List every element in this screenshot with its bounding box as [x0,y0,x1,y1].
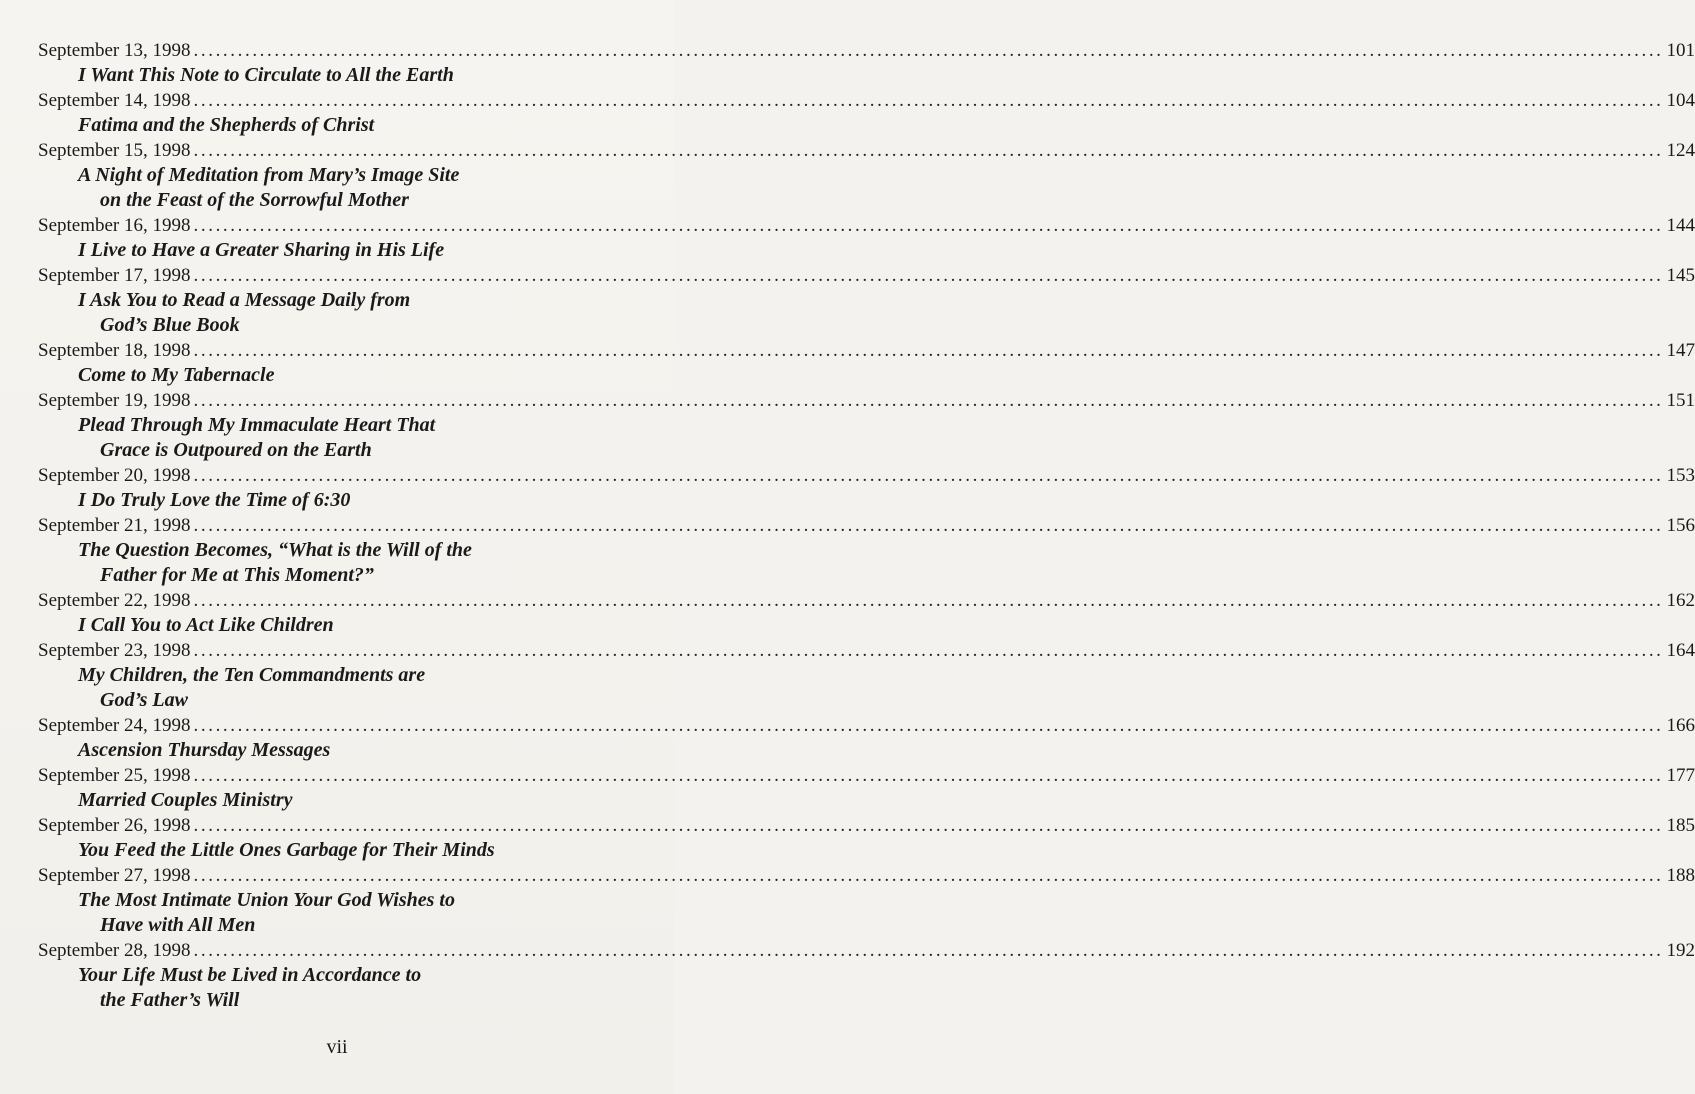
entry-page-number: 164 [1666,640,1695,661]
entry-title-line: I Ask You to Read a Message Daily from [78,289,411,311]
dot-leader: ........................................................................................................................................................................................................ [193,815,1664,836]
dot-leader: ........................................................................................................................................................................................................ [193,465,1664,486]
entry-title-line: I Do Truly Love the Time of 6:30 [78,489,351,511]
entry-title [78,288,644,338]
toc-entry [38,713,1695,763]
entry-title [78,488,644,513]
entry-title [78,888,644,938]
toc-entry [38,463,1695,513]
dot-leader: ........................................................................................................................................................................................................ [193,265,1664,286]
entry-title [78,838,644,863]
entry-page-number: 145 [1666,265,1695,286]
dot-leader: ........................................................................................................................................................................................................ [193,215,1664,236]
entry-title-line: The Question Becomes, “What is the Will of the [78,539,472,561]
entry-title-line: I Live to Have a Greater Sharing in His Life [78,239,445,261]
entry-title-continuation: Have with All Men [100,914,256,936]
entry-page-number: 188 [1666,865,1695,886]
dot-leader: ........................................................................................................................................................................................................ [193,390,1664,411]
entry-title [78,538,644,588]
entry-page-number: 162 [1666,590,1695,611]
toc-entry [38,763,1695,813]
entry-title [78,413,644,463]
toc-entry-row [38,388,1695,413]
entry-title-line: You Feed the Little Ones Garbage for Their Minds [78,839,495,861]
toc-entry [38,863,1695,938]
toc-entry-row [38,713,1695,738]
toc-entry-row [38,338,1695,363]
entry-title [78,113,644,138]
toc-entry-row [38,513,1695,538]
entry-title-line: The Most Intimate Union Your God Wishes to [78,889,455,911]
entry-page-number: 151 [1666,390,1695,411]
toc-entry [38,938,1695,1013]
entry-title [78,663,644,713]
entry-title-line: Plead Through My Immaculate Heart That [78,414,436,436]
toc-entry-row [38,638,1695,663]
dot-leader: ........................................................................................................................................................................................................ [193,90,1664,111]
toc-entry-row [38,263,1695,288]
entry-title-line: I Want This Note to Circulate to All the Earth [78,64,454,86]
entry-date: September 24, 1998 [38,715,191,736]
toc-entry-row [38,763,1695,788]
entry-date: September 27, 1998 [38,865,191,886]
toc-entry-row [38,813,1695,838]
entry-date: September 17, 1998 [38,265,191,286]
toc-entry [38,138,1695,213]
entry-title [78,738,644,763]
toc-entry [38,638,1695,713]
entry-title [78,788,644,813]
entry-page-number: 147 [1666,340,1695,361]
entry-title-continuation: the Father’s Will [100,989,240,1011]
dot-leader: ........................................................................................................................................................................................................ [193,40,1664,61]
dot-leader: ........................................................................................................................................................................................................ [193,765,1664,786]
entry-page-number: 101 [1666,40,1695,61]
toc-entry [38,588,1695,638]
toc-entry [38,38,1695,88]
entry-title-continuation: on the Feast of the Sorrowful Mother [100,189,409,211]
entry-date: September 28, 1998 [38,940,191,961]
entry-title [78,963,644,1013]
entry-title [78,238,644,263]
entry-date: September 21, 1998 [38,515,191,536]
entry-page-number: 156 [1666,515,1695,536]
page-folio: vii [326,1036,348,1058]
toc-entry [38,263,1695,338]
toc-entry [38,338,1695,388]
entry-title [78,163,644,213]
toc-entry-row [38,463,1695,488]
dot-leader: ........................................................................................................................................................................................................ [193,715,1664,736]
entry-date: September 16, 1998 [38,215,191,236]
toc-entry-row [38,938,1695,963]
toc-entry-row [38,88,1695,113]
entry-title-line: Come to My Tabernacle [78,364,275,386]
entry-page-number: 153 [1666,465,1695,486]
entry-date: September 26, 1998 [38,815,191,836]
entry-date: September 15, 1998 [38,140,191,161]
table-of-contents [38,38,1695,1013]
toc-entry [38,213,1695,263]
entry-title [78,613,644,638]
entry-date: September 25, 1998 [38,765,191,786]
dot-leader: ........................................................................................................................................................................................................ [193,140,1664,161]
entry-title-line: A Night of Meditation from Mary’s Image Site [78,164,460,186]
entry-title-line: Married Couples Ministry [78,789,293,811]
entry-title-continuation: God’s Law [100,689,188,711]
entry-page-number: 185 [1666,815,1695,836]
entry-page-number: 104 [1666,90,1695,111]
toc-entry-row [38,38,1695,63]
entry-title-line: My Children, the Ten Commandments are [78,664,426,686]
entry-title-line: Fatima and the Shepherds of Christ [78,114,375,136]
entry-page-number: 166 [1666,715,1695,736]
dot-leader: ........................................................................................................................................................................................................ [193,340,1664,361]
dot-leader: ........................................................................................................................................................................................................ [193,640,1664,661]
entry-date: September 22, 1998 [38,590,191,611]
toc-entry [38,88,1695,138]
toc-entry-row [38,138,1695,163]
entry-title [78,63,644,88]
entry-title-continuation: God’s Blue Book [100,314,240,336]
dot-leader: ........................................................................................................................................................................................................ [193,940,1664,961]
entry-title [78,363,644,388]
entry-page-number: 192 [1666,940,1695,961]
toc-entry-row [38,588,1695,613]
toc-entry [38,813,1695,863]
entry-title-continuation: Grace is Outpoured on the Earth [100,439,372,461]
entry-date: September 23, 1998 [38,640,191,661]
entry-title-line: I Call You to Act Like Children [78,614,334,636]
entry-date: September 18, 1998 [38,340,191,361]
entry-date: September 19, 1998 [38,390,191,411]
dot-leader: ........................................................................................................................................................................................................ [193,515,1664,536]
toc-entry [38,513,1695,588]
toc-entry-row [38,213,1695,238]
dot-leader: ........................................................................................................................................................................................................ [193,590,1664,611]
toc-entry [38,388,1695,463]
entry-title-line: Your Life Must be Lived in Accordance to [78,964,422,986]
entry-date: September 14, 1998 [38,90,191,111]
entry-page-number: 177 [1666,765,1695,786]
toc-entry-row [38,863,1695,888]
entry-date: September 13, 1998 [38,40,191,61]
entry-title-line: Ascension Thursday Messages [78,739,331,761]
entry-page-number: 144 [1666,215,1695,236]
entry-title-continuation: Father for Me at This Moment?” [100,564,374,586]
entry-date: September 20, 1998 [38,465,191,486]
entry-page-number: 124 [1666,140,1695,161]
dot-leader: ........................................................................................................................................................................................................ [193,865,1664,886]
